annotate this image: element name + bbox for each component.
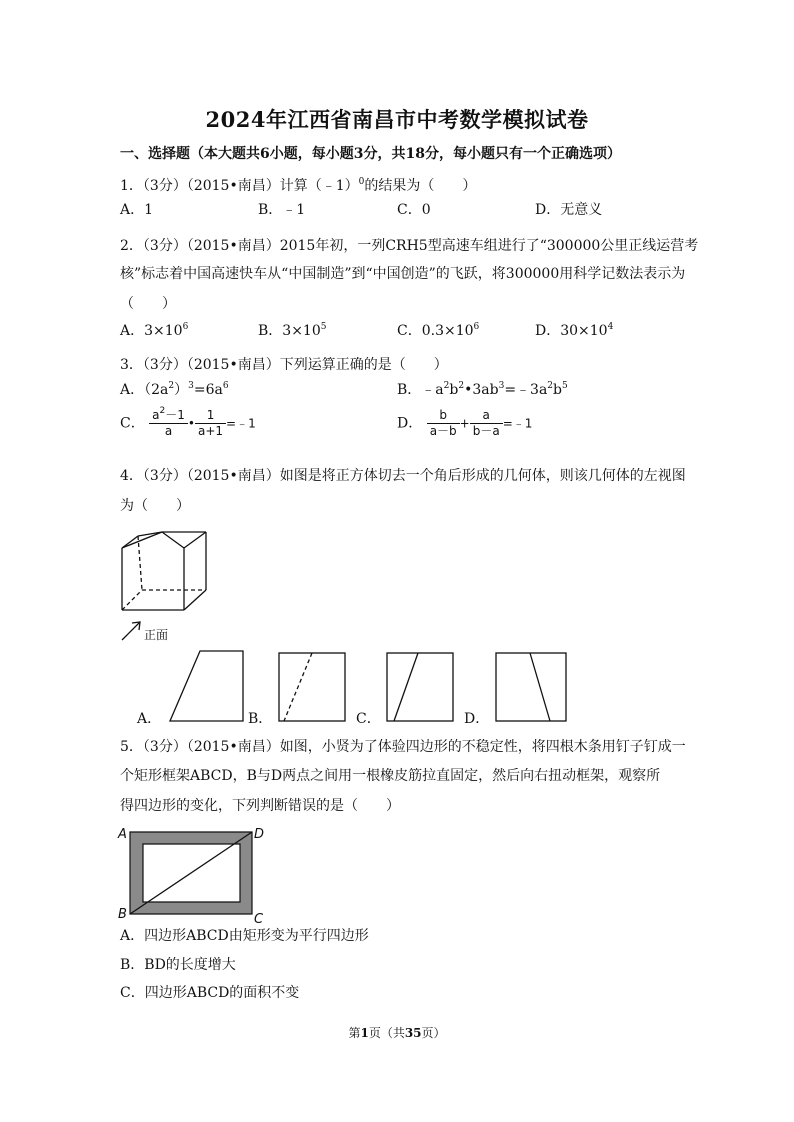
- fraction: $\frac{a}{b-a}$: [470, 408, 503, 439]
- q5-option-a: A．四边形ABCD由矩形变为平行四边形: [120, 928, 369, 944]
- q1-exponent: 0: [358, 177, 365, 187]
- question-3-stem: 3．（3分）（2015•南昌）下列运算正确的是（ ）: [120, 357, 448, 373]
- fraction: $\frac{a^2-1}{a}$: [149, 408, 188, 439]
- q4-option-b-figure: [276, 650, 348, 724]
- page-footer: 第1页（共35页）: [348, 1026, 446, 1040]
- fraction: $\frac{b}{a-b}$: [427, 408, 460, 439]
- q4-option-a-label: A．: [137, 711, 162, 727]
- q3-option-a: A．$(2a^2)^3=6a^6$: [120, 381, 229, 398]
- q1-stem-text: 1．（3分）（2015•南昌）计算（﹣1）: [120, 178, 359, 194]
- point-d-label: D: [254, 827, 265, 842]
- point-c-label: C: [254, 912, 264, 926]
- question-2-line1: 2．（3分）（2015•南昌）2015年初，一列CRH5型高速车组进行了“300000公里正线运营考: [120, 238, 699, 254]
- q5-option-c: C．四边形ABCD的面积不变: [120, 985, 300, 1001]
- cut-cube-figure: [118, 528, 228, 644]
- q1-option-c: C．0: [397, 202, 431, 218]
- q4-option-d-figure: [493, 650, 569, 724]
- question-4-line2: 为（ ）: [120, 498, 190, 514]
- front-view-label: 正面: [144, 628, 169, 642]
- question-5-line1: 5．（3分）（2015•南昌）如图，小贤为了体验四边形的不稳定性，将四根木条用钉子钉成一: [120, 739, 686, 755]
- q1-stem-text-end: 的结果为（ ）: [364, 178, 477, 194]
- q5-option-b: B．BD的长度增大: [120, 957, 236, 973]
- page-title: 2024年江西省南昌市中考数学模拟试卷: [205, 107, 589, 132]
- q2-option-c: C．$0.3\times 10^6$: [397, 322, 480, 339]
- q3-option-d: D． $\frac{b}{a-b}$ + $\frac{a}{b-a}$ =﹣1: [397, 408, 533, 438]
- q3-option-b: B．$﹣a^2b^2•3ab^3=﹣3a^2b^5$: [397, 381, 568, 398]
- question-1-stem: [120, 176, 476, 196]
- q4-option-a-figure: [165, 648, 247, 724]
- q3-option-c: C． $\frac{a^2-1}{a}$ • $\frac{1}{a+1}$ =﹣1: [120, 406, 256, 438]
- question-2-line3: （ ）: [120, 296, 176, 312]
- q4-option-c-figure: [384, 650, 456, 724]
- q4-option-d-label: D．: [464, 711, 490, 727]
- question-5-line2: 个矩形框架ABCD，B与D两点之间用一根橡皮筋拉直固定，然后向右扭动框架，观察所: [120, 768, 661, 784]
- section-heading: 一、选择题（本大题共6小题，每小题3分，共18分，每小题只有一个正确选项）: [120, 146, 621, 162]
- q1-option-b: B．﹣1: [258, 202, 306, 218]
- question-2-line2: 核”标志着中国高速快车从“中国制造”到“中国创造”的飞跃，将300000用科学记数法表示为: [120, 266, 686, 282]
- q2-option-a: A．$3\times 10^6$: [120, 322, 189, 339]
- q2-option-b: B．$3\times 10^5$: [258, 322, 327, 339]
- rectangle-frame-figure: [116, 822, 274, 926]
- q2-option-d: D．$30\times 10^4$: [535, 322, 614, 339]
- question-5-line3: 得四边形的变化，下列判断错误的是（ ）: [120, 798, 400, 814]
- q1-option-a: A．1: [120, 202, 154, 218]
- fraction: $\frac{1}{a+1}$: [195, 408, 226, 439]
- question-4-line1: 4．（3分）（2015•南昌）如图是将正方体切去一个角后形成的几何体，则该几何体的左视图: [120, 468, 686, 484]
- q1-option-d: D．无意义: [535, 202, 603, 218]
- q4-option-b-label: B．: [248, 711, 273, 727]
- point-b-label: B: [118, 907, 127, 922]
- point-a-label: A: [118, 827, 127, 842]
- q4-option-c-label: C．: [356, 711, 381, 727]
